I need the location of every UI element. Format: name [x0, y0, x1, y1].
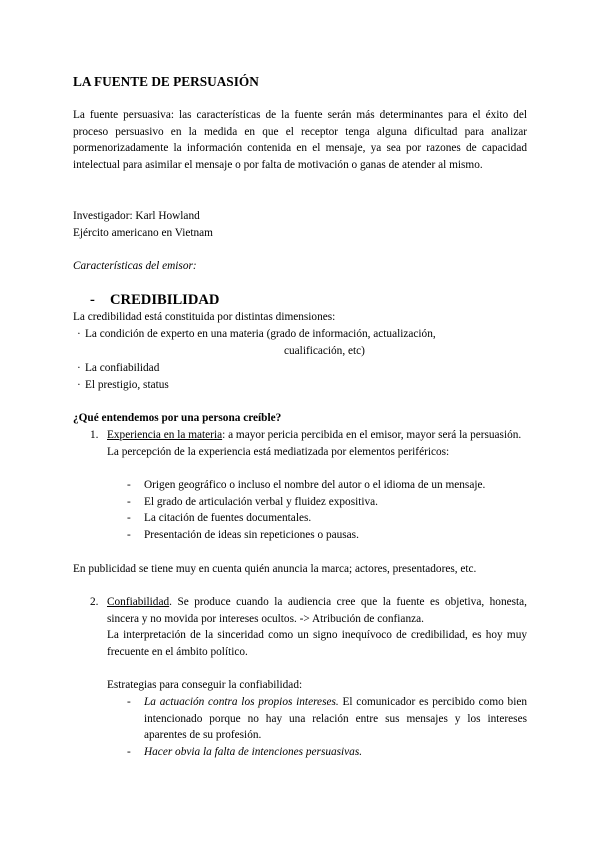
point-body [107, 594, 527, 627]
advertising-line: En publicidad se tiene muy en cuenta quién anuncia la marca; actores, presentadores, etc. [73, 563, 477, 575]
credibility-intro: La credibilidad está constituida por distintas dimensiones: [73, 311, 336, 323]
army-line: Ejército americano en Vietnam [73, 227, 213, 239]
page-title: LA FUENTE DE PERSUASIÓN [73, 74, 259, 89]
point-1 [90, 427, 527, 460]
bullet-dot: · [77, 328, 81, 340]
intro-paragraph: La fuente persuasiva: las características de la fuente serán más determinantes para el éxito del proceso persuasivo en la medida en que el receptor tenga alguna dificultad para analizar pormenorizadamente la información contenida en el mensaje, ya sea por razones de capacidad intelectual para asimilar el mensaje o por falta de motivación o ganas de atender al mismo. [73, 109, 527, 171]
list-item [77, 326, 436, 343]
strategies-list [124, 694, 527, 760]
bullet-dot: · [77, 362, 81, 374]
dash-marker: - [127, 479, 131, 491]
dash-marker: - [127, 512, 131, 525]
point-text: . Se produce cuando la audiencia cree que la fuente es objetiva, honesta, sincera y no movida por intereses ocultos. -> Atribución de confianza. [107, 596, 527, 625]
heading-dash: - [90, 292, 95, 308]
point-number: 2. [90, 596, 99, 608]
list-item-text: Origen geográfico o incluso el nombre del autor o el idioma de un mensaje. [144, 479, 486, 491]
list-item [77, 360, 159, 377]
dash-marker: - [127, 696, 131, 708]
strategy-text: El comunicador es percibido como bien intencionado porque no hay una relación entre sus mensajes y los intereses aparentes de su profesión. [144, 696, 528, 742]
point-term: Confiabilidad [107, 596, 170, 608]
periferic-list [124, 477, 527, 543]
point-2 [90, 594, 527, 694]
list-item [124, 694, 527, 744]
perception-line: La percepción de la experiencia está mediatizada por elementos periféricos: [107, 445, 450, 458]
point-text: : a mayor pericia percibida en el emisor, mayor será la persuasión. [222, 429, 522, 441]
list-item-text: La confiabilidad [85, 362, 160, 374]
dash-marker: - [127, 495, 131, 508]
list-item-text: Presentación de ideas sin repeticiones o pausas. [144, 528, 359, 541]
list-item [124, 744, 527, 761]
investigator-line: Investigador: Karl Howland [73, 210, 200, 222]
credibility-heading [90, 290, 219, 310]
list-item-text: La condición de experto en una materia (grado de información, actualización, [85, 328, 436, 340]
list-item-text: El prestigio, status [85, 379, 169, 391]
point-term: Experiencia en la materia [107, 429, 223, 441]
list-item [77, 377, 169, 394]
strategy-italic: Hacer obvia la falta de intenciones persuasivas. [144, 745, 363, 758]
list-item [124, 510, 527, 527]
list-item [124, 477, 527, 494]
list-item-text: El grado de articulación verbal y fluidez expositiva. [144, 495, 379, 508]
dash-marker: - [127, 528, 131, 541]
strategies-line: Estrategias para conseguir la confiabilidad: [107, 679, 303, 692]
emitter-heading: Características del emisor: [73, 260, 197, 272]
credibility-heading-text: CREDIBILIDAD [110, 292, 220, 308]
point-body [107, 427, 527, 444]
list-item-continuation: cualificación, etc) [284, 345, 365, 357]
list-item-text: La citación de fuentes documentales. [144, 512, 312, 525]
interpretation-paragraph: La interpretación de la sinceridad como un signo inequívoco de credibilidad, es hoy muy frecuente en el ámbito político. [107, 629, 527, 658]
list-item [124, 494, 527, 511]
bullet-dot: · [77, 379, 81, 391]
dash-marker: - [127, 745, 131, 758]
list-item [124, 527, 527, 544]
strategy-italic: La actuación contra los propios intereses. [144, 696, 339, 708]
question-heading: ¿Qué entendemos por una persona creíble? [73, 412, 282, 424]
point-number: 1. [90, 429, 99, 441]
